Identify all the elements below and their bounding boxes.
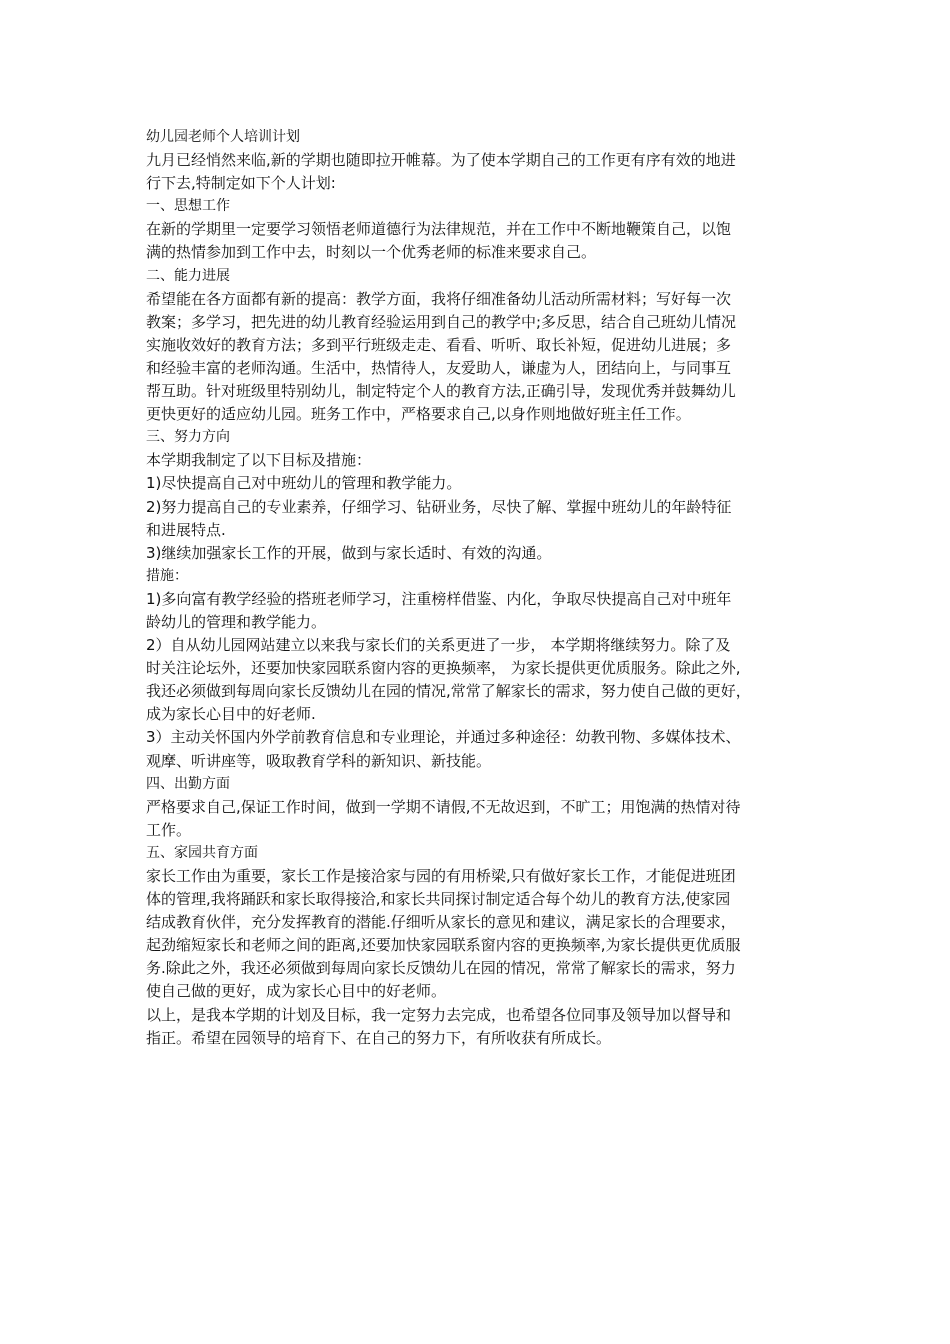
text-line: 希望能在各方面都有新的提高：教学方面，我将仔细准备幼儿活动所需材料；写好每一次 (146, 289, 732, 308)
text-line: 时关注论坛外，还要加快家园联系窗内容的更换频率， 为家长提供更优质服务。除此之外, (146, 659, 741, 678)
text-line: 教案；多学习，把先进的幼儿教育经验运用到自己的教学中;多反思，结合自己班幼儿情况 (146, 312, 737, 331)
text-line: 和经验丰富的老师沟通。生活中，热情待人，友爱助人，谦虚为人，团结向上，与同事互 (146, 358, 732, 377)
text-line: 更快更好的适应幼儿园。班务工作中，严格要求自己,以身作则地做好班主任工作。 (146, 405, 691, 424)
section-heading-direction: 三、努力方向 (146, 429, 230, 446)
section-heading-home-school: 五、家园共育方面 (146, 844, 258, 861)
text-line: 2）自从幼儿园网站建立以来我与家长们的关系更进了一步， 本学期将继续努力。除了及 (146, 636, 731, 655)
text-line: 体的管理,我将踊跃和家长取得接洽,和家长共同探讨制定适合每个幼儿的教育方法,使家园 (146, 890, 731, 909)
text-line: 工作。 (146, 820, 192, 839)
text-line: 1)尽快提高自己对中班幼儿的管理和教学能力。 (146, 474, 462, 493)
text-line: 实施收效好的教育方法；多到平行班级走走、看看、听听、取长补短，促进幼儿进展；多 (146, 335, 732, 354)
section-heading-ideology: 一、思想工作 (146, 198, 230, 215)
text-line: 帮互助。针对班级里特别幼儿，制定特定个人的教育方法,正确引导，发现优秀并鼓舞幼儿 (146, 382, 736, 401)
section-heading-ability: 二、能力进展 (146, 267, 230, 284)
text-line: 行下去,特制定如下个人计划: (146, 174, 336, 193)
text-line: 2)努力提高自己的专业素养，仔细学习、钻研业务，尽快了解、掌握中班幼儿的年龄特征 (146, 497, 732, 516)
text-line: 3)继续加强家长工作的开展，做到与家长适时、有效的沟通。 (146, 543, 552, 562)
text-line: 务.除此之外，我还必须做到每周向家长反馈幼儿在园的情况，常常了解家长的需求，努力 (146, 959, 736, 978)
section-heading-attendance: 四、出勤方面 (146, 775, 230, 792)
text-line: 指正。希望在园领导的培育下、在自己的努力下，有所收获有所成长。 (146, 1028, 612, 1047)
text-line: 满的热情参加到工作中去，时刻以一个优秀老师的标准来要求自己。 (146, 243, 597, 262)
measures-heading: 措施： (146, 567, 188, 584)
text-line: 家长工作由为重要，家长工作是接洽家与园的有用桥梁,只有做好家长工作，才能促进班团 (146, 867, 736, 885)
text-line: 龄幼儿的管理和教学能力。 (146, 612, 327, 631)
text-line: 和进展特点. (146, 520, 226, 539)
text-line: 我还必须做到每周向家长反馈幼儿在园的情况,常常了解家长的需求，努力使自己做的更好， (146, 682, 751, 701)
text-line: 观摩、听讲座等，吸取教育学科的新知识、新技能。 (146, 751, 492, 770)
text-line: 起劲缩短家长和老师之间的距离,还要加快家园联系窗内容的更换频率,为家长提供更优质服 (146, 936, 741, 955)
text-line: 使自己做的更好，成为家长心目中的好老师。 (146, 982, 447, 1001)
text-line: 结成教育伙伴，充分发挥教育的潜能.仔细听从家长的意见和建议，满足家长的合理要求， (146, 913, 736, 932)
text-line: 1)多向富有教学经验的搭班老师学习，注重榜样借鉴、内化，争取尽快提高自己对中班年 (146, 589, 732, 608)
text-line: 严格要求自己,保证工作时间，做到一学期不请假,不无故迟到，不旷工；用饱满的热情对待 (146, 797, 741, 816)
text-line: 九月已经悄然来临,新的学期也随即拉开帷幕。为了使本学期自己的工作更有序有效的地进 (146, 151, 736, 170)
text-line: 3）主动关怀国内外学前教育信息和专业理论，并通过多种途径：幼教刊物、多媒体技术、 (146, 728, 741, 747)
text-line: 以上，是我本学期的计划及目标，我一定努力去完成，也希望各位同事及领导加以督导和 (146, 1005, 732, 1024)
document-page (146, 126, 822, 1050)
document-title: 幼儿园老师个人培训计划 (146, 129, 300, 145)
text-line: 本学期我制定了以下目标及措施： (146, 451, 372, 470)
text-line: 在新的学期里一定要学习领悟老师道德行为法律规范，并在工作中不断地鞭策自己，以饱 (146, 220, 732, 239)
text-line: 成为家长心目中的好老师. (146, 705, 316, 724)
